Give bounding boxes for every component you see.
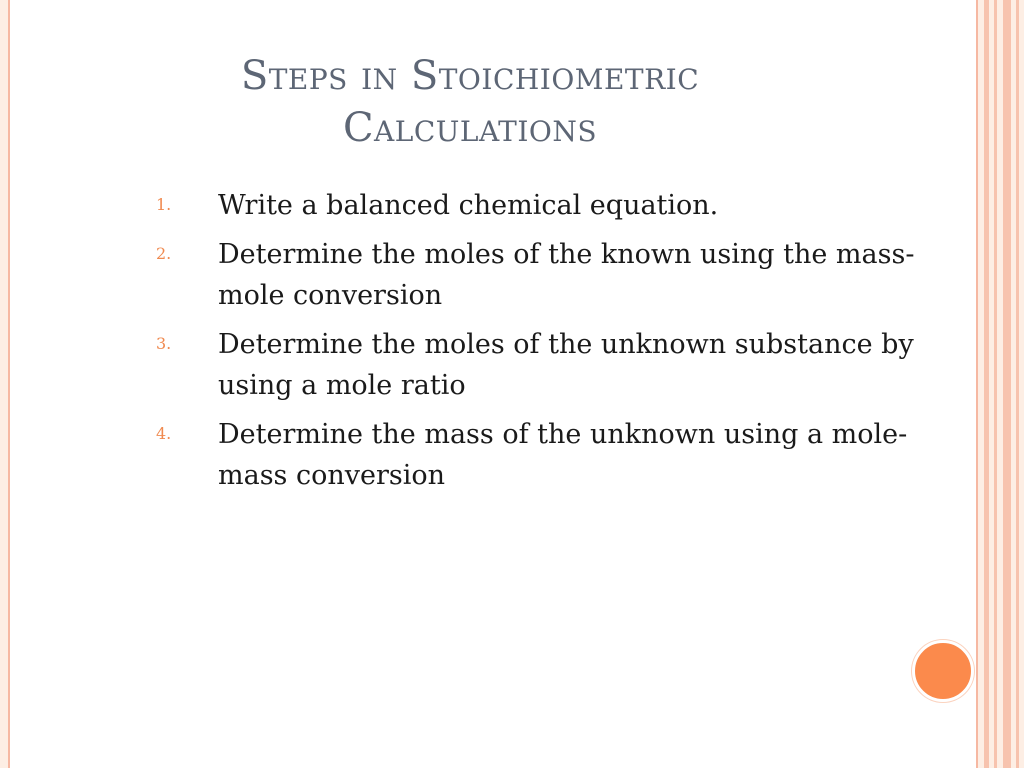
list-item <box>150 324 940 406</box>
list-item-text: Write a balanced chemical equation. <box>218 190 719 221</box>
decorative-stripe <box>1003 0 1011 768</box>
decorative-stripe <box>984 0 989 768</box>
list-item <box>150 185 940 226</box>
slide-title <box>170 50 770 154</box>
steps-list <box>150 185 940 504</box>
list-item-text: Determine the moles of the unknown substance by using a mole ratio <box>218 329 914 401</box>
list-item-number: 3. <box>156 334 172 353</box>
decorative-stripe <box>1016 0 1019 768</box>
slide-title-line-2: Calculations <box>342 105 598 151</box>
decorative-stripe <box>994 0 997 768</box>
decorative-orange-circle <box>912 640 974 702</box>
list-item-text: Determine the mass of the unknown using a mole-mass conversion <box>218 419 908 491</box>
list-item-number: 4. <box>156 424 172 443</box>
list-item-number: 2. <box>156 244 172 263</box>
slide-title-line-1: Steps in Stoichiometric <box>240 53 700 99</box>
list-item-number: 1. <box>156 195 172 214</box>
list-item <box>150 234 940 316</box>
list-item <box>150 414 940 496</box>
list-item-text: Determine the moles of the known using the mass-mole conversion <box>218 239 915 311</box>
